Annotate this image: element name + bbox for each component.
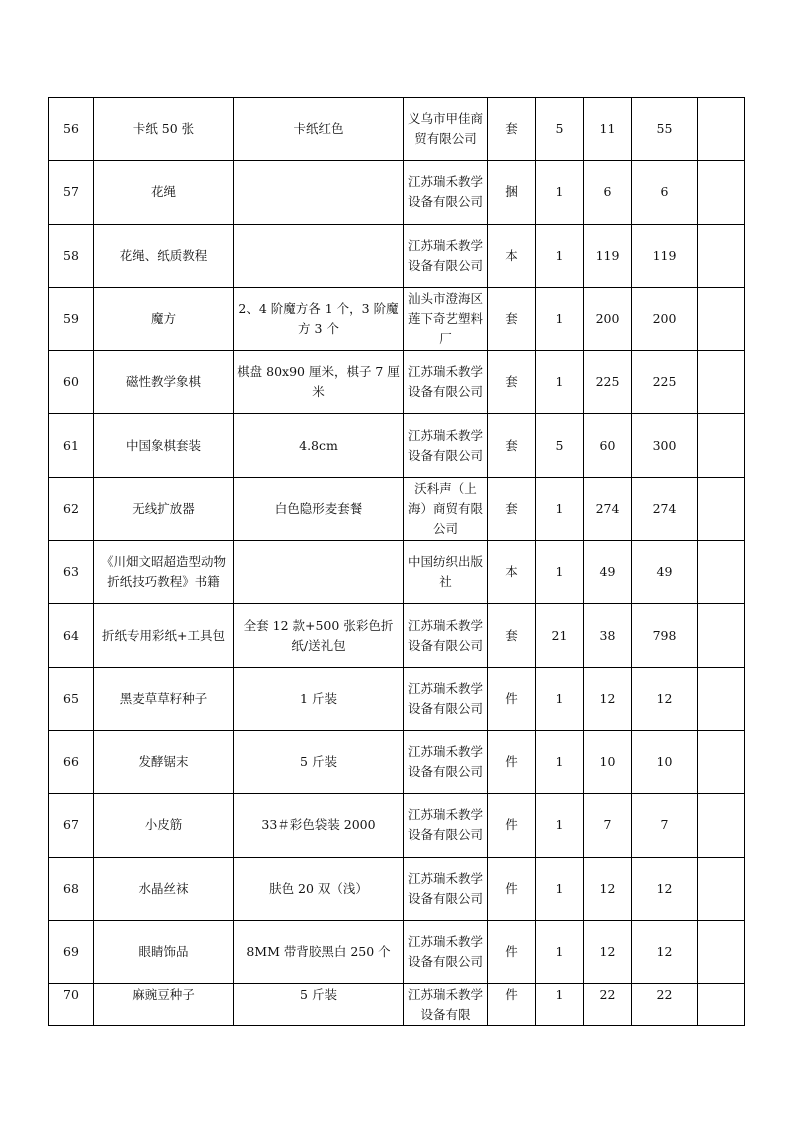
item-number-cell: 57 — [49, 161, 94, 224]
unit-price-cell: 119 — [584, 224, 632, 287]
total-cell: 7 — [632, 794, 698, 857]
item-number-cell: 63 — [49, 541, 94, 604]
table-row — [49, 161, 745, 224]
item-number-cell: 64 — [49, 604, 94, 667]
remark-cell — [698, 604, 745, 667]
table-row — [49, 730, 745, 793]
quantity-cell: 1 — [536, 794, 584, 857]
item-name-cell: 折纸专用彩纸+工具包 — [94, 604, 234, 667]
unit-price-cell: 22 — [584, 984, 632, 1026]
item-number-cell: 65 — [49, 667, 94, 730]
unit-cell: 套 — [488, 604, 536, 667]
remark-cell — [698, 351, 745, 414]
unit-cell: 套 — [488, 351, 536, 414]
table-row — [49, 920, 745, 983]
items-table-body — [49, 98, 745, 1026]
quantity-cell: 5 — [536, 414, 584, 477]
unit-price-cell: 200 — [584, 287, 632, 350]
item-name-cell: 卡纸 50 张 — [94, 98, 234, 161]
remark-cell — [698, 224, 745, 287]
item-spec-cell: 5 斤装 — [234, 984, 404, 1026]
table-row — [49, 857, 745, 920]
quantity-cell: 1 — [536, 161, 584, 224]
unit-cell: 本 — [488, 224, 536, 287]
table-row — [49, 287, 745, 350]
quantity-cell: 21 — [536, 604, 584, 667]
total-cell: 6 — [632, 161, 698, 224]
total-cell: 22 — [632, 984, 698, 1026]
item-number-cell: 60 — [49, 351, 94, 414]
item-name-cell: 小皮筋 — [94, 794, 234, 857]
item-name-cell: 磁性教学象棋 — [94, 351, 234, 414]
supplier-cell: 江苏瑞禾教学设备有限公司 — [404, 730, 488, 793]
supplier-cell: 沃科声（上海）商贸有限公司 — [404, 477, 488, 540]
item-spec-cell — [234, 161, 404, 224]
unit-price-cell: 274 — [584, 477, 632, 540]
unit-price-cell: 38 — [584, 604, 632, 667]
supplier-cell: 中国纺织出版社 — [404, 541, 488, 604]
supplier-cell: 江苏瑞禾教学设备有限公司 — [404, 604, 488, 667]
table-row — [49, 984, 745, 1026]
total-cell: 10 — [632, 730, 698, 793]
quantity-cell: 1 — [536, 920, 584, 983]
table-row — [49, 98, 745, 161]
items-table — [48, 97, 745, 1026]
remark-cell — [698, 730, 745, 793]
remark-cell — [698, 541, 745, 604]
supplier-cell: 江苏瑞禾教学设备有限公司 — [404, 857, 488, 920]
item-number-cell: 68 — [49, 857, 94, 920]
supplier-cell: 江苏瑞禾教学设备有限公司 — [404, 794, 488, 857]
item-number-cell: 59 — [49, 287, 94, 350]
unit-cell: 件 — [488, 920, 536, 983]
item-name-cell: 魔方 — [94, 287, 234, 350]
item-spec-cell — [234, 541, 404, 604]
remark-cell — [698, 98, 745, 161]
unit-price-cell: 49 — [584, 541, 632, 604]
unit-cell: 套 — [488, 98, 536, 161]
item-number-cell: 67 — [49, 794, 94, 857]
total-cell: 12 — [632, 857, 698, 920]
total-cell: 200 — [632, 287, 698, 350]
item-name-cell: 中国象棋套装 — [94, 414, 234, 477]
item-spec-cell — [234, 224, 404, 287]
table-row — [49, 541, 745, 604]
item-name-cell: 无线扩放器 — [94, 477, 234, 540]
supplier-cell: 义乌市甲佳商贸有限公司 — [404, 98, 488, 161]
unit-cell: 套 — [488, 414, 536, 477]
supplier-cell: 江苏瑞禾教学设备有限公司 — [404, 920, 488, 983]
item-spec-cell: 33＃彩色袋装 2000 — [234, 794, 404, 857]
item-number-cell: 70 — [49, 984, 94, 1026]
unit-cell: 套 — [488, 287, 536, 350]
unit-price-cell: 11 — [584, 98, 632, 161]
quantity-cell: 1 — [536, 667, 584, 730]
remark-cell — [698, 477, 745, 540]
remark-cell — [698, 984, 745, 1026]
item-spec-cell: 4.8cm — [234, 414, 404, 477]
unit-price-cell: 12 — [584, 857, 632, 920]
table-row — [49, 794, 745, 857]
item-name-cell: 水晶丝袜 — [94, 857, 234, 920]
quantity-cell: 1 — [536, 730, 584, 793]
remark-cell — [698, 920, 745, 983]
unit-cell: 捆 — [488, 161, 536, 224]
item-spec-cell: 8MM 带背胶黑白 250 个 — [234, 920, 404, 983]
table-row — [49, 351, 745, 414]
table-row — [49, 604, 745, 667]
unit-price-cell: 6 — [584, 161, 632, 224]
unit-cell: 件 — [488, 794, 536, 857]
remark-cell — [698, 857, 745, 920]
item-name-cell: 麻豌豆种子 — [94, 984, 234, 1026]
supplier-cell: 江苏瑞禾教学设备有限公司 — [404, 414, 488, 477]
supplier-cell: 汕头市澄海区莲下奇艺塑料厂 — [404, 287, 488, 350]
item-spec-cell: 1 斤装 — [234, 667, 404, 730]
table-row — [49, 414, 745, 477]
item-number-cell: 58 — [49, 224, 94, 287]
item-name-cell: 《川畑文昭超造型动物折纸技巧教程》书籍 — [94, 541, 234, 604]
item-name-cell: 花绳、纸质教程 — [94, 224, 234, 287]
item-number-cell: 69 — [49, 920, 94, 983]
unit-cell: 件 — [488, 730, 536, 793]
total-cell: 798 — [632, 604, 698, 667]
unit-cell: 件 — [488, 857, 536, 920]
item-spec-cell: 肤色 20 双（浅） — [234, 857, 404, 920]
item-number-cell: 61 — [49, 414, 94, 477]
unit-cell: 套 — [488, 477, 536, 540]
unit-cell: 本 — [488, 541, 536, 604]
quantity-cell: 1 — [536, 477, 584, 540]
quantity-cell: 5 — [536, 98, 584, 161]
remark-cell — [698, 667, 745, 730]
total-cell: 55 — [632, 98, 698, 161]
table-row — [49, 477, 745, 540]
total-cell: 119 — [632, 224, 698, 287]
supplier-cell: 江苏瑞禾教学设备有限 — [404, 984, 488, 1026]
unit-cell: 件 — [488, 667, 536, 730]
quantity-cell: 1 — [536, 541, 584, 604]
unit-price-cell: 12 — [584, 920, 632, 983]
total-cell: 12 — [632, 920, 698, 983]
quantity-cell: 1 — [536, 351, 584, 414]
unit-price-cell: 225 — [584, 351, 632, 414]
item-number-cell: 66 — [49, 730, 94, 793]
remark-cell — [698, 414, 745, 477]
item-number-cell: 62 — [49, 477, 94, 540]
item-spec-cell: 卡纸红色 — [234, 98, 404, 161]
unit-cell: 件 — [488, 984, 536, 1026]
item-number-cell: 56 — [49, 98, 94, 161]
supplier-cell: 江苏瑞禾教学设备有限公司 — [404, 667, 488, 730]
total-cell: 12 — [632, 667, 698, 730]
item-name-cell: 花绳 — [94, 161, 234, 224]
remark-cell — [698, 794, 745, 857]
table-row — [49, 224, 745, 287]
remark-cell — [698, 287, 745, 350]
total-cell: 225 — [632, 351, 698, 414]
unit-price-cell: 10 — [584, 730, 632, 793]
supplier-cell: 江苏瑞禾教学设备有限公司 — [404, 224, 488, 287]
unit-price-cell: 12 — [584, 667, 632, 730]
item-name-cell: 眼睛饰品 — [94, 920, 234, 983]
total-cell: 300 — [632, 414, 698, 477]
item-name-cell: 黑麦草草籽种子 — [94, 667, 234, 730]
item-spec-cell: 白色隐形麦套餐 — [234, 477, 404, 540]
supplier-cell: 江苏瑞禾教学设备有限公司 — [404, 161, 488, 224]
item-spec-cell: 5 斤装 — [234, 730, 404, 793]
item-spec-cell: 棋盘 80x90 厘米，棋子 7 厘米 — [234, 351, 404, 414]
total-cell: 49 — [632, 541, 698, 604]
total-cell: 274 — [632, 477, 698, 540]
table-row — [49, 667, 745, 730]
item-spec-cell: 全套 12 款+500 张彩色折纸/送礼包 — [234, 604, 404, 667]
unit-price-cell: 60 — [584, 414, 632, 477]
item-name-cell: 发酵锯末 — [94, 730, 234, 793]
unit-price-cell: 7 — [584, 794, 632, 857]
quantity-cell: 1 — [536, 287, 584, 350]
remark-cell — [698, 161, 745, 224]
quantity-cell: 1 — [536, 857, 584, 920]
quantity-cell: 1 — [536, 984, 584, 1026]
supplier-cell: 江苏瑞禾教学设备有限公司 — [404, 351, 488, 414]
quantity-cell: 1 — [536, 224, 584, 287]
item-spec-cell: 2、4 阶魔方各 1 个，3 阶魔方 3 个 — [234, 287, 404, 350]
